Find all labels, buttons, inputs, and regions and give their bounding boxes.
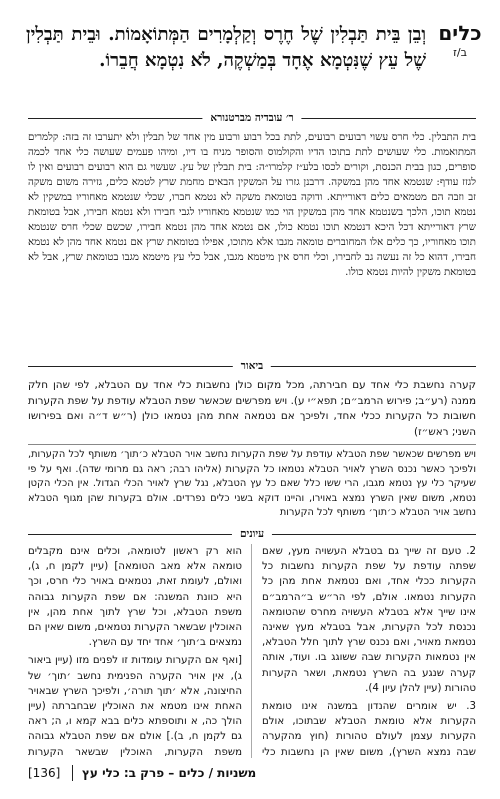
iyunim-paragraph: הוא רק ראשון לטומאה, וכלים אינם מקבלים טומאה אלא מאב הטומאה] (עיין לקמן ח, ג), ואולם, לעומת זאת, נטמאים באויר כלי חרס, וכך היא כוונת המשנה: אם שפת הקערות גבוהה משפת הטבלא, וכל שרץ לתוך אחת מהן, אין האוכלין שבשאר הקערות נטמאים, משום שאין הם נמצאים ב׳תוך׳ אחד יחד עם השרץ. <box>28 546 242 649</box>
column-rule <box>251 544 252 758</box>
note-rule <box>28 444 476 445</box>
commentary-title: ר׳ עובדיה מברטנורא <box>202 110 301 126</box>
explain-note: ויש מפרשים שכאשר שפת הטבלא עודפת על שפת הקערות נחשב אויר הטבלא כ׳תוך׳ משותף לכל הקערות, ולפיכך כאשר נכנס השרץ לאויר הטבלא נטמאו כל הקערות (אליהו רבה; ראה גם מרומי שדה). ואף על פי שעיקר כלי עץ נטמא מגבו, הרי ששו כלל שאם כל עץ הטבלא, נגל שרץ לאויר הכלי הגדול. אין הכלי הקטן נטמא, משום שאין השרץ נמצא באוירו, והיינו דוקא בשני כלים נפרדים. אולם בקערות שהן מגוף הטבלא נחשב אויר הטבלא כ׳תוך׳ משותף לכל הקערות <box>28 449 476 518</box>
iyunim-paragraph: 3. יש אומרים שהנדון במשנה אינו טומאת הקערות אלא טומאת הטבלא שבתוכו, אולם הקערות עצמן לעולם טהורות (חוץ מהקערה שבה נמצא השרץ), משום שאין הן נחשבות כלי <box>262 701 476 758</box>
explain-divider <box>28 358 476 374</box>
page <box>26 14 482 784</box>
tractate-name: כלים <box>438 21 482 45</box>
iyunim-left-column <box>28 544 242 758</box>
mishnah-ref: ב/ז <box>453 46 467 59</box>
iyunim-divider <box>28 526 476 542</box>
commentary-divider <box>28 110 476 126</box>
mishnah-text: וְבֵן בֵּית תַּבְלִין שֶׁל חֶרֶס וְקַלְמָרִים הַמְּתוֹאָמוֹת. וּבֵית תַּבְלִין שֶׁל עֵץ שֶׁנִּטְמָא אֶחָד בְּמַשְׁקֶה, לֹא נִטְמָא חֲבֵרוֹ. <box>26 24 426 71</box>
tractate-label <box>438 22 482 59</box>
mishnah-header <box>26 20 482 106</box>
running-head: משניות / כלים – פרק ב: כלי עץ <box>82 766 257 780</box>
explain-text: קערה נחשבת כלי אחד עם חבירתה, מכל מקום כולן נחשבות כלי אחד עם הטבלא, לפי שהן חלק ממנה (רע״ב; פירוש הרמב״ם; תפא״י ע). ויש מפרשים שכאשר שפת הטבלא עודפת על שפת הקערות חשובות כל הקערות ככלי אחד, ולפיכך אם נטמאה אחת מהן נטמאו כולן (ר״ש ד״ה ואם בפירושו השני; ראש״ז) <box>28 379 476 438</box>
footer-separator <box>72 765 73 781</box>
iyunim-title: עיונים <box>232 526 272 542</box>
iyunim-columns <box>28 544 476 758</box>
iyunim-paragraph: [ואף אם הקערות עומדות זו לפנים מזו (עיין ביאור ג), אין אויר הקערה הפנימית נחשב ׳תוך׳ של החיצונה, אלא ׳תוך תורה׳, ולפיכך השרץ שבאויר האחת אינו מטמא את האוכלין שבחברתה (עיין הולך כה, א ותוספתא כלים בבא קמא ו, ה; ראה גם לקמן ח, ב).] אולם אם שפת הטבלא גבוהה משפת הקערות, האוכלין שבשאר הקערות <box>28 655 242 758</box>
page-number: [136] <box>28 766 61 780</box>
iyunim-right-column <box>262 544 476 758</box>
page-footer <box>28 764 476 784</box>
commentary-text: בית התבלין. כלי חרס עשוי רבועים רבועים, לתת בכל רבוע ורבוע מין אחד של תבלין ולא יתערבו זה בזה: קלמרים המתואמות. כלי שעושים לתת בתוכו הדיו והקולמוס והסופר מניח בו דיו, ומיהו פעמים שעושה כלי אחד לכמה סופרים, כגון בבית הכנסת, וקורים לכסו בלע״ז קלמרו״ה: בית תבלין של עץ. שעשוי גם הוא רבועים רבועים ואין לו לגזז עודף: שנטמא אחד מהן במשקה. דרבנן גזרו על המשקין הבאים מחמת שרץ לטמא כלים, גזירה משום משקה זב וזבה הם מטמאים כלים דאורייתא. ודוקה בטומאת משקה לא נטמא חברו, שכלי שנטמא מאחוריו במשקין לא נטמא תוכו, הלכך בשנטמא אחד מהן במשקין הוי כמו שנטמא מאחוריו לגבי חבירו ולא נטמא חבירו, אבל בטומאת שרץ דאורייתא דכל היכא דנטמא תוכו נטמא כולו, אם נטמא אחד מהן נטמא חבירו, שכשם שכלי חרס שנטמא תוכו מאחוריו, כך כלים אלו המחוברים טומאה מגבו אלא מתוכו, אפילו בטומאת שרץ אם נטמא אחד מהן לא נטמא חבירו, דהוא כל זה נעשה גב לחבירו, וכלי חרס אין מיטמא מגבו, אבל כלי עץ מיטמא מגבו בטומאת שרץ, אבל לא בטומאת משקין להיות נטמא כולו. <box>28 132 476 278</box>
iyunim-paragraph: 2. טעם זה שייך גם בטבלא העשויה מעץ, שאם שפתה עודפת על שפת הקערות נחשבות כל הקערות ככלי אחד, ואם נטמאת אחת מהן כל הקערות נטמאו. אולם, לפי הר״ש ב״הרמב״ם אינו שייך אלא בטבלא העשויה מחרס שהטומאה נכנסת לכל הקערות, אבל בטבלא מעץ שאינה נטמאת מאויר, ואם נכנס שרץ לתוך חלל הטבלא, אין נטמאות הקערות שבה ששוגג בו. ועוד, אותה קערה שנגע בה השרץ נטמאת, ושאר הקערות טהורות (עיין להלן עיון 4). <box>262 546 476 694</box>
explain-title: ביאור <box>233 358 271 374</box>
